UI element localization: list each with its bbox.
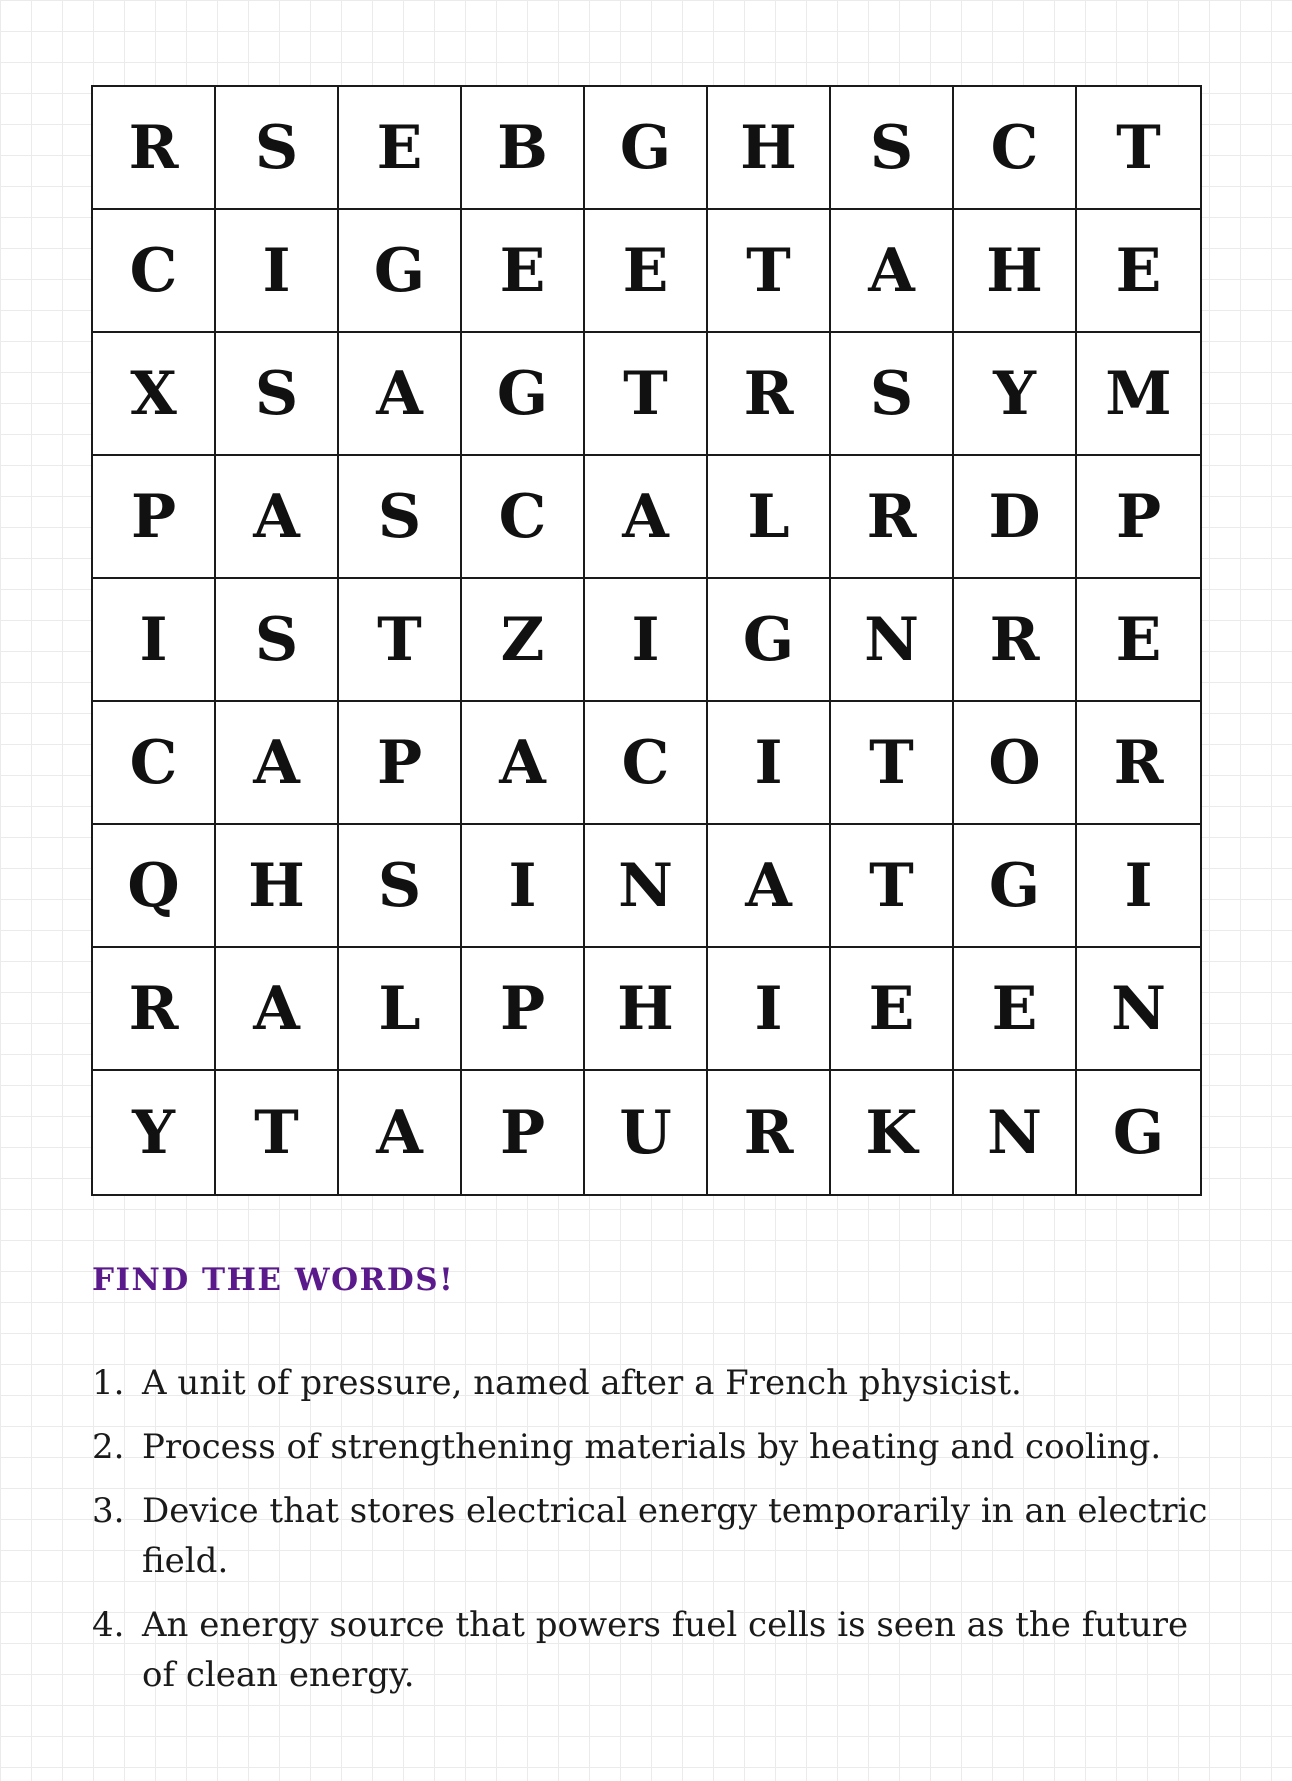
grid-cell[interactable]: G	[462, 333, 585, 456]
grid-cell[interactable]: T	[216, 1071, 339, 1194]
grid-cell[interactable]: B	[462, 87, 585, 210]
grid-cell[interactable]: T	[831, 702, 954, 825]
grid-cell[interactable]: R	[1077, 702, 1200, 825]
clue-text: An energy source that powers fuel cells is seen as the future of clean energy.	[142, 1605, 1189, 1695]
grid-cell[interactable]: P	[1077, 456, 1200, 579]
grid-cell[interactable]: A	[216, 456, 339, 579]
clue-text: Process of strengthening materials by heating and cooling.	[142, 1427, 1162, 1467]
grid-cell[interactable]: R	[93, 948, 216, 1071]
grid-cell[interactable]: K	[831, 1071, 954, 1194]
grid-cell[interactable]: E	[1077, 579, 1200, 702]
grid-cell[interactable]: T	[585, 333, 708, 456]
grid-cell[interactable]: E	[339, 87, 462, 210]
grid-cell[interactable]: T	[1077, 87, 1200, 210]
grid-cell[interactable]: G	[339, 210, 462, 333]
grid-cell[interactable]: G	[585, 87, 708, 210]
grid-cell[interactable]: T	[339, 579, 462, 702]
grid-cell[interactable]: H	[585, 948, 708, 1071]
grid-cell[interactable]: R	[708, 1071, 831, 1194]
grid-cell[interactable]: Q	[93, 825, 216, 948]
grid-cell[interactable]: I	[585, 579, 708, 702]
grid-cell[interactable]: I	[462, 825, 585, 948]
grid-cell[interactable]: Z	[462, 579, 585, 702]
clue-number: 1.	[92, 1363, 125, 1403]
grid-cell[interactable]: C	[954, 87, 1077, 210]
grid-cell[interactable]: E	[831, 948, 954, 1071]
grid-cell[interactable]: H	[954, 210, 1077, 333]
grid-cell[interactable]: C	[462, 456, 585, 579]
grid-cell[interactable]: P	[93, 456, 216, 579]
grid-cell[interactable]: Y	[954, 333, 1077, 456]
word-search-grid	[91, 85, 1202, 1196]
grid-cell[interactable]: A	[708, 825, 831, 948]
grid-cell[interactable]: M	[1077, 333, 1200, 456]
grid-cell[interactable]: I	[216, 210, 339, 333]
grid-cell[interactable]: E	[462, 210, 585, 333]
grid-cell[interactable]: P	[339, 702, 462, 825]
clue-number: 4.	[92, 1605, 125, 1645]
grid-cell[interactable]: N	[954, 1071, 1077, 1194]
clue-item	[92, 1358, 1212, 1408]
grid-cell[interactable]: S	[216, 333, 339, 456]
grid-cell[interactable]: A	[585, 456, 708, 579]
grid-cell[interactable]: R	[831, 456, 954, 579]
grid-cell[interactable]: A	[216, 948, 339, 1071]
grid-cell[interactable]: E	[585, 210, 708, 333]
grid-cell[interactable]: S	[831, 87, 954, 210]
grid-cell[interactable]: X	[93, 333, 216, 456]
grid-cell[interactable]: H	[216, 825, 339, 948]
grid-cell[interactable]: L	[339, 948, 462, 1071]
clue-text: Device that stores electrical energy temporarily in an electric field.	[142, 1491, 1208, 1581]
grid-cell[interactable]: N	[1077, 948, 1200, 1071]
clue-list	[92, 1358, 1212, 1714]
grid-cell[interactable]: C	[93, 702, 216, 825]
grid-cell[interactable]: P	[462, 948, 585, 1071]
grid-cell[interactable]: D	[954, 456, 1077, 579]
grid-cell[interactable]: G	[954, 825, 1077, 948]
grid-cell[interactable]: S	[216, 87, 339, 210]
grid-cell[interactable]: E	[954, 948, 1077, 1071]
grid-cell[interactable]: H	[708, 87, 831, 210]
grid-cell[interactable]: T	[831, 825, 954, 948]
grid-cell[interactable]: A	[339, 1071, 462, 1194]
clue-text: A unit of pressure, named after a French physicist.	[142, 1363, 1022, 1403]
grid-cell[interactable]: G	[1112, 1097, 1165, 1168]
grid-cell[interactable]: R	[954, 579, 1077, 702]
grid-cell[interactable]: S	[216, 579, 339, 702]
grid-cell[interactable]: A	[831, 210, 954, 333]
clue-item	[92, 1422, 1212, 1472]
grid-cell[interactable]: E	[1077, 210, 1200, 333]
grid-cell[interactable]: A	[462, 702, 585, 825]
grid-cell[interactable]: A	[339, 333, 462, 456]
clue-item	[92, 1486, 1212, 1586]
grid-cell[interactable]: I	[1077, 825, 1200, 948]
grid-cell[interactable]: G	[708, 579, 831, 702]
grid-cell[interactable]: L	[708, 456, 831, 579]
grid-cell[interactable]: O	[954, 702, 1077, 825]
find-words-heading: FIND THE WORDS!	[92, 1262, 455, 1298]
grid-cell[interactable]: C	[93, 210, 216, 333]
grid-cell[interactable]: I	[93, 579, 216, 702]
grid-cell[interactable]: T	[708, 210, 831, 333]
grid-cell[interactable]: U	[585, 1071, 708, 1194]
grid-cell[interactable]: A	[216, 702, 339, 825]
grid-cell[interactable]: S	[339, 456, 462, 579]
grid-cell[interactable]: Y	[93, 1071, 216, 1194]
clue-number: 2.	[92, 1427, 125, 1467]
grid-cell[interactable]: P	[462, 1071, 585, 1194]
grid-cell[interactable]: S	[339, 825, 462, 948]
grid-cell[interactable]: I	[708, 702, 831, 825]
grid-cell[interactable]: N	[585, 825, 708, 948]
clue-number: 3.	[92, 1491, 125, 1531]
grid-cell[interactable]: I	[708, 948, 831, 1071]
grid-cell[interactable]: C	[585, 702, 708, 825]
grid-cell[interactable]: N	[831, 579, 954, 702]
grid-cell[interactable]: R	[708, 333, 831, 456]
clue-item	[92, 1600, 1212, 1700]
grid-cell[interactable]: S	[831, 333, 954, 456]
grid-cell[interactable]: R	[93, 87, 216, 210]
